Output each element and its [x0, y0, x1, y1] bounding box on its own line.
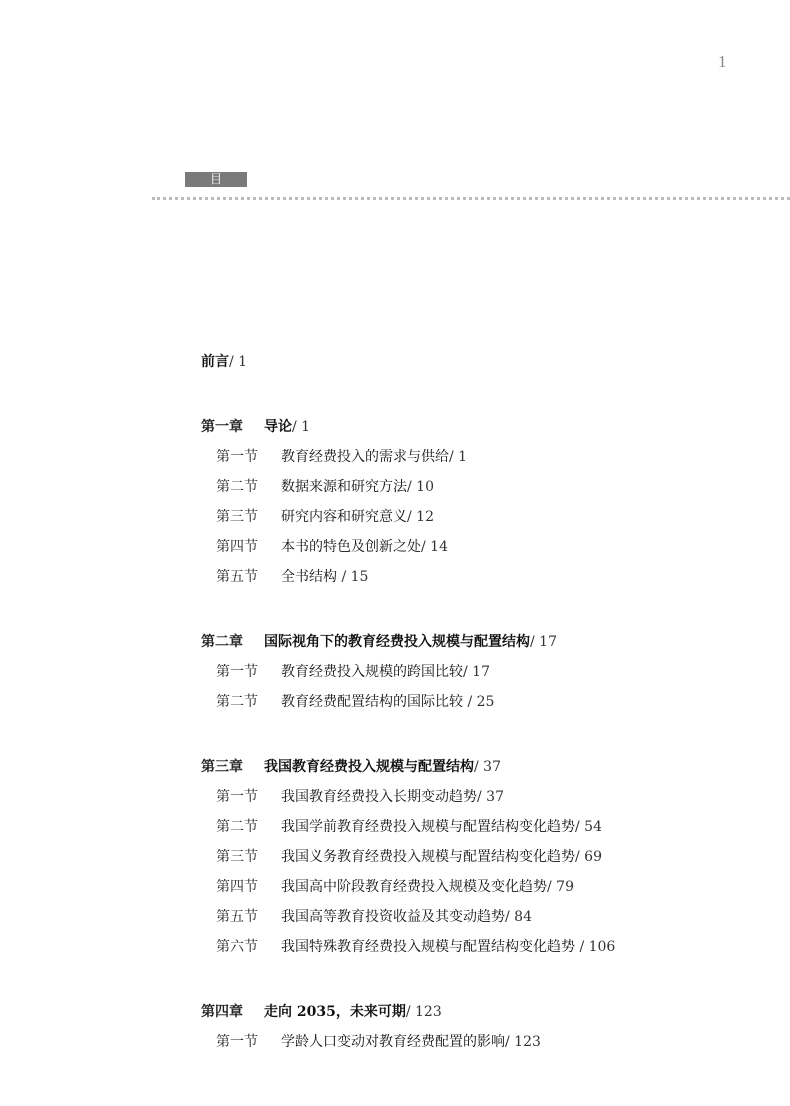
chapter-page: / 123: [405, 1004, 442, 1020]
chapter-2: [201, 632, 761, 722]
section-page: / 84: [505, 909, 532, 925]
section-entry: [201, 692, 761, 722]
chapter-1: [201, 417, 761, 597]
section-title: 我国高中阶段教育经费投入规模及变化趋势: [281, 879, 547, 895]
section-number: 第二节: [216, 479, 258, 495]
chapter-3: [201, 757, 761, 967]
section-page: / 123: [505, 1034, 541, 1050]
preface-title: 前言: [201, 354, 229, 370]
section-title: 学龄人口变动对教育经费配置的影响: [281, 1034, 505, 1050]
section-title: 教育经费投入规模的跨国比较: [281, 664, 463, 680]
chapter-title: 走向 2035，未来可期: [264, 1004, 406, 1020]
section-number: 第四节: [216, 539, 258, 555]
section-number: 第一节: [216, 789, 258, 805]
chapter-number: 第四章: [201, 1004, 243, 1020]
section-title: 教育经费配置结构的国际比较: [281, 694, 463, 710]
chapter-page: / 17: [530, 634, 557, 650]
section-entry: [201, 507, 761, 537]
section-number: 第五节: [216, 909, 258, 925]
chapter-title: 导论: [264, 419, 292, 435]
section-title: 我国义务教育经费投入规模与配置结构变化趋势: [281, 849, 575, 865]
section-entry: [201, 537, 761, 567]
chapter-page: / 37: [474, 759, 501, 775]
section-title: 我国学前教育经费投入规模与配置结构变化趋势: [281, 819, 575, 835]
chapter-number: 第一章: [201, 419, 243, 435]
section-page: / 15: [337, 569, 369, 585]
section-title: 我国高等教育投资收益及其变动趋势: [281, 909, 505, 925]
section-title: 本书的特色及创新之处: [281, 539, 421, 555]
page-number: 1: [718, 52, 727, 71]
section-entry: [201, 817, 761, 847]
section-entry: [201, 477, 761, 507]
section-entry: [201, 787, 761, 817]
section-number: 第六节: [216, 939, 258, 955]
chapter-list: [201, 417, 761, 1062]
chapter-title: 国际视角下的教育经费投入规模与配置结构: [264, 634, 530, 650]
toc-entry-preface: [201, 352, 761, 382]
section-entry: [201, 847, 761, 877]
section-page: / 54: [575, 819, 602, 835]
toc-label: 目 录: [185, 172, 247, 187]
dotted-divider: [152, 197, 790, 200]
section-entry: [201, 567, 761, 597]
chapter-4: [201, 1002, 761, 1062]
section-title: 我国特殊教育经费投入规模与配置结构变化趋势: [281, 939, 575, 955]
section-entry: [201, 662, 761, 692]
section-page: / 10: [407, 479, 434, 495]
section-page: / 14: [421, 539, 448, 555]
section-number: 第三节: [216, 509, 258, 525]
chapter-number: 第二章: [201, 634, 243, 650]
chapter-title: 我国教育经费投入规模与配置结构: [264, 759, 474, 775]
section-title: 数据来源和研究方法: [281, 479, 407, 495]
section-entry: [201, 1032, 761, 1062]
chapter-heading: [201, 1002, 761, 1032]
section-entry: [201, 907, 761, 937]
section-entry: [201, 447, 761, 477]
section-number: 第三节: [216, 849, 258, 865]
section-entry: [201, 937, 761, 967]
chapter-page: / 1: [292, 419, 311, 435]
section-page: / 79: [547, 879, 574, 895]
table-of-contents: [201, 352, 761, 1062]
section-number: 第四节: [216, 879, 258, 895]
chapter-heading: [201, 417, 761, 447]
section-page: / 106: [575, 939, 616, 955]
section-page: / 69: [575, 849, 602, 865]
section-number: 第五节: [216, 569, 258, 585]
chapter-heading: [201, 757, 761, 787]
section-number: 第一节: [216, 664, 258, 680]
section-page: / 37: [477, 789, 504, 805]
section-number: 第一节: [216, 1034, 258, 1050]
section-title: 全书结构: [281, 569, 337, 585]
section-title: 研究内容和研究意义: [281, 509, 407, 525]
section-number: 第二节: [216, 819, 258, 835]
section-page: / 25: [463, 694, 495, 710]
section-number: 第二节: [216, 694, 258, 710]
section-title: 教育经费投入的需求与供给: [281, 449, 449, 465]
chapter-heading: [201, 632, 761, 662]
preface-page: / 1: [229, 354, 248, 370]
section-page: / 1: [449, 449, 468, 465]
chapter-number: 第三章: [201, 759, 243, 775]
section-title: 我国教育经费投入长期变动趋势: [281, 789, 477, 805]
section-page: / 17: [463, 664, 490, 680]
section-entry: [201, 877, 761, 907]
section-number: 第一节: [216, 449, 258, 465]
section-page: / 12: [407, 509, 434, 525]
